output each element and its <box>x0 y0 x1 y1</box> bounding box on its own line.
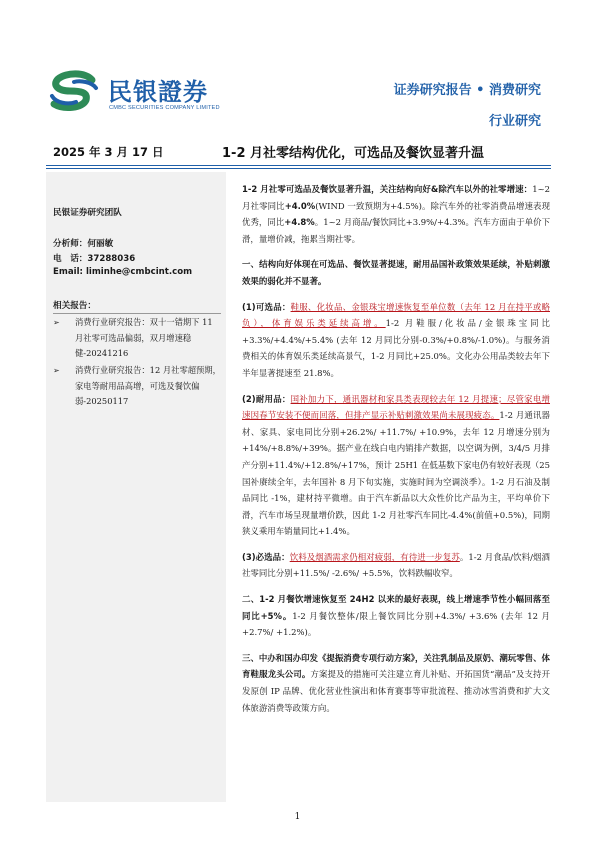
company-logo <box>46 68 246 118</box>
related-report-item[interactable] <box>53 315 223 362</box>
staples-highlight: 饮料及烟酒需求仍相对疲弱，有待进一步复苏 <box>289 551 460 562</box>
page-number: 1 <box>294 812 301 822</box>
header-divider-thin <box>46 168 551 169</box>
analyst-label: 分析师： <box>53 239 88 249</box>
phone-number: 37288036 <box>87 254 136 264</box>
report-body <box>242 181 550 725</box>
policy-paragraph: 三、中办和国办印发《提振消费专项行动方案》，关注乳制品及原奶、潮玩零售、体育鞋服龙头公司。方案提及的措施可关注建立育儿补贴、开拓国货“潮品”及支持开发原创 IP 品牌、优化营业性演出和体育赛事等审批流程、推动冰雪消费和扩大文体旅游消费等政策方向。 <box>242 652 551 713</box>
arrow-bullet-icon: ➢ <box>53 318 60 327</box>
logo-emblem-icon <box>46 70 102 114</box>
report-category: 行业研究 <box>488 114 541 129</box>
logo-name: 民银證券 <box>108 78 208 106</box>
ex-auto-growth-figure: +4.8% <box>284 217 315 228</box>
summary-lead: 1-2 月社零可选品及餐饮显著升温，关注结构向好&除汽车以外的社零增速： <box>242 184 533 194</box>
email-line <box>53 267 192 277</box>
catering-paragraph: 二、1-2 月餐饮增速恢复至 24H2 以来的最好表现，线上增速季节性小幅回落至同比+5%。1-2 月餐饮整体/限上餐饮同比分别+4.3%/ +3.6% (去年 12 月+2.7%/ +1.2%)。 <box>242 594 550 638</box>
durables-paragraph: (2)耐用品：国补加力下，通讯器材和家具类表现较去年 12 月提速；尽管家电增速因春节安装不便而回落，但排产显示补贴刺激效果尚未展现疲态。1-2 月通讯器材、家具、家电同比分别+26.2%/ +11.7%/ +10.9%，去年 12 月增速分别为+14%/+8.8%/+39%。据产业在线白电内销排产数据，以空调为例，3/4/5 月排产分别+11.4%/+12.8%/+17%，预计 25H1 在低基数下家电仍有较好表现（25 国补赓续全年，去年国补 8 月下旬实施，实施时间为空调淡季）。1-2 月石油及制品同比 -1%，建材持平微增。由于汽车新品以大众性价比产品为主，平均单价下滑，汽车市场呈现量增价跌，因此 1-2 月社零汽车同比-4.4%(前值+0.5%)，同期狭义乘用车销量同比+1.4%。 <box>242 393 550 537</box>
section-heading-1: 一、结构向好体现在可选品、餐饮显著提速，耐用品国补政策效果延续，补贴刺激效果的弱化并不显著。 <box>242 259 550 286</box>
phone-label: 电 话： <box>53 254 88 264</box>
logo-subtitle: CMBC SECURITIES COMPANY LIMITED <box>109 105 220 111</box>
report-type: 证券研究报告 • 消费研究 <box>393 83 541 98</box>
email-link[interactable]: liminhe@cmbcint.com <box>85 267 193 277</box>
header-divider <box>46 165 551 166</box>
durables-highlight: 国补加力下，通讯器材和家具类表现较去年 12 月提速；尽管家电增速因春节安装不便而回落，但排产显示补贴刺激效果尚未展现疲态。 <box>242 393 550 421</box>
related-report-text: 消费行业研究报告：双十一错期下 11 月社零可选品偏弱，双月增速稳健-20241216 <box>75 317 213 358</box>
report-title: 1-2 月社零结构优化，可选品及餐饮显著升温 <box>222 146 485 161</box>
related-reports-heading: 相关报告： <box>53 301 96 311</box>
optional-goods-paragraph: (1)可选品：鞋服、化妆品、金银珠宝增速恢复至单位数（去年 12 月在持平或略负），体育娱乐类延续高增。1-2 月鞋服/化妆品/金银珠宝同比+3.3%/+4.4%/+5.4% (去年 12 月同比分别-0.3%/+0.8%/-1.0%)。与服务消费相关的体育娱乐类延续高景气，1-2 月同比+25.0%。文化办公用品类较去年下半年显著提速至 21.8%。 <box>242 301 550 378</box>
related-report-item[interactable] <box>53 363 223 410</box>
report-date: 2025 年 3 月 17 日 <box>53 145 164 159</box>
analyst-name: 何丽敏 <box>87 239 114 249</box>
staples-paragraph: (3)必选品：饮料及烟酒需求仍相对疲弱，有待进一步复苏。1-2 月食品/饮料/烟酒社零同比分别+11.5%/ -2.6%/ +5.5%，饮料跌幅收窄。 <box>242 551 550 579</box>
research-team: 民银证券研究团队 <box>53 208 122 218</box>
analyst-line <box>53 237 113 249</box>
retail-growth-figure: +4.0% <box>284 200 316 211</box>
arrow-bullet-icon: ➢ <box>53 366 60 375</box>
optional-goods-highlight: 鞋服、化妆品、金银珠宝增速恢复至单位数（去年 12 月在持平或略负），体育娱乐类延续高增。 <box>242 301 550 329</box>
phone-line <box>53 252 135 264</box>
related-divider <box>53 313 221 314</box>
section-heading-3: 三、中办和国办印发《提振消费专项行动方案》，关注乳制品及原奶、潮玩零售、体育鞋服龙头公司。 <box>242 652 550 680</box>
section-heading-2: 二、1-2 月餐饮增速恢复至 24H2 以来的最好表现，线上增速季节性小幅回落至同比+5%。 <box>242 594 550 621</box>
summary-paragraph: 1-2 月社零可选品及餐饮显著升温，关注结构向好&除汽车以外的社零增速：1~2 月社零同比+4.0%(WIND 一致预期为+4.5%)。除汽车外的社零消费品增速表现优秀，同比+4.8%。1~2 月商品/餐饮同比+3.9%/+4.3%。汽车方面由于单价下滑，量增价减，拖累当期社零。 <box>242 184 551 244</box>
email-label: Email: <box>53 267 83 277</box>
related-report-text: 消费行业研究报告：12 月社零超预期，家电等耐用品高增，可选及餐饮偏弱-20250117 <box>75 365 221 406</box>
